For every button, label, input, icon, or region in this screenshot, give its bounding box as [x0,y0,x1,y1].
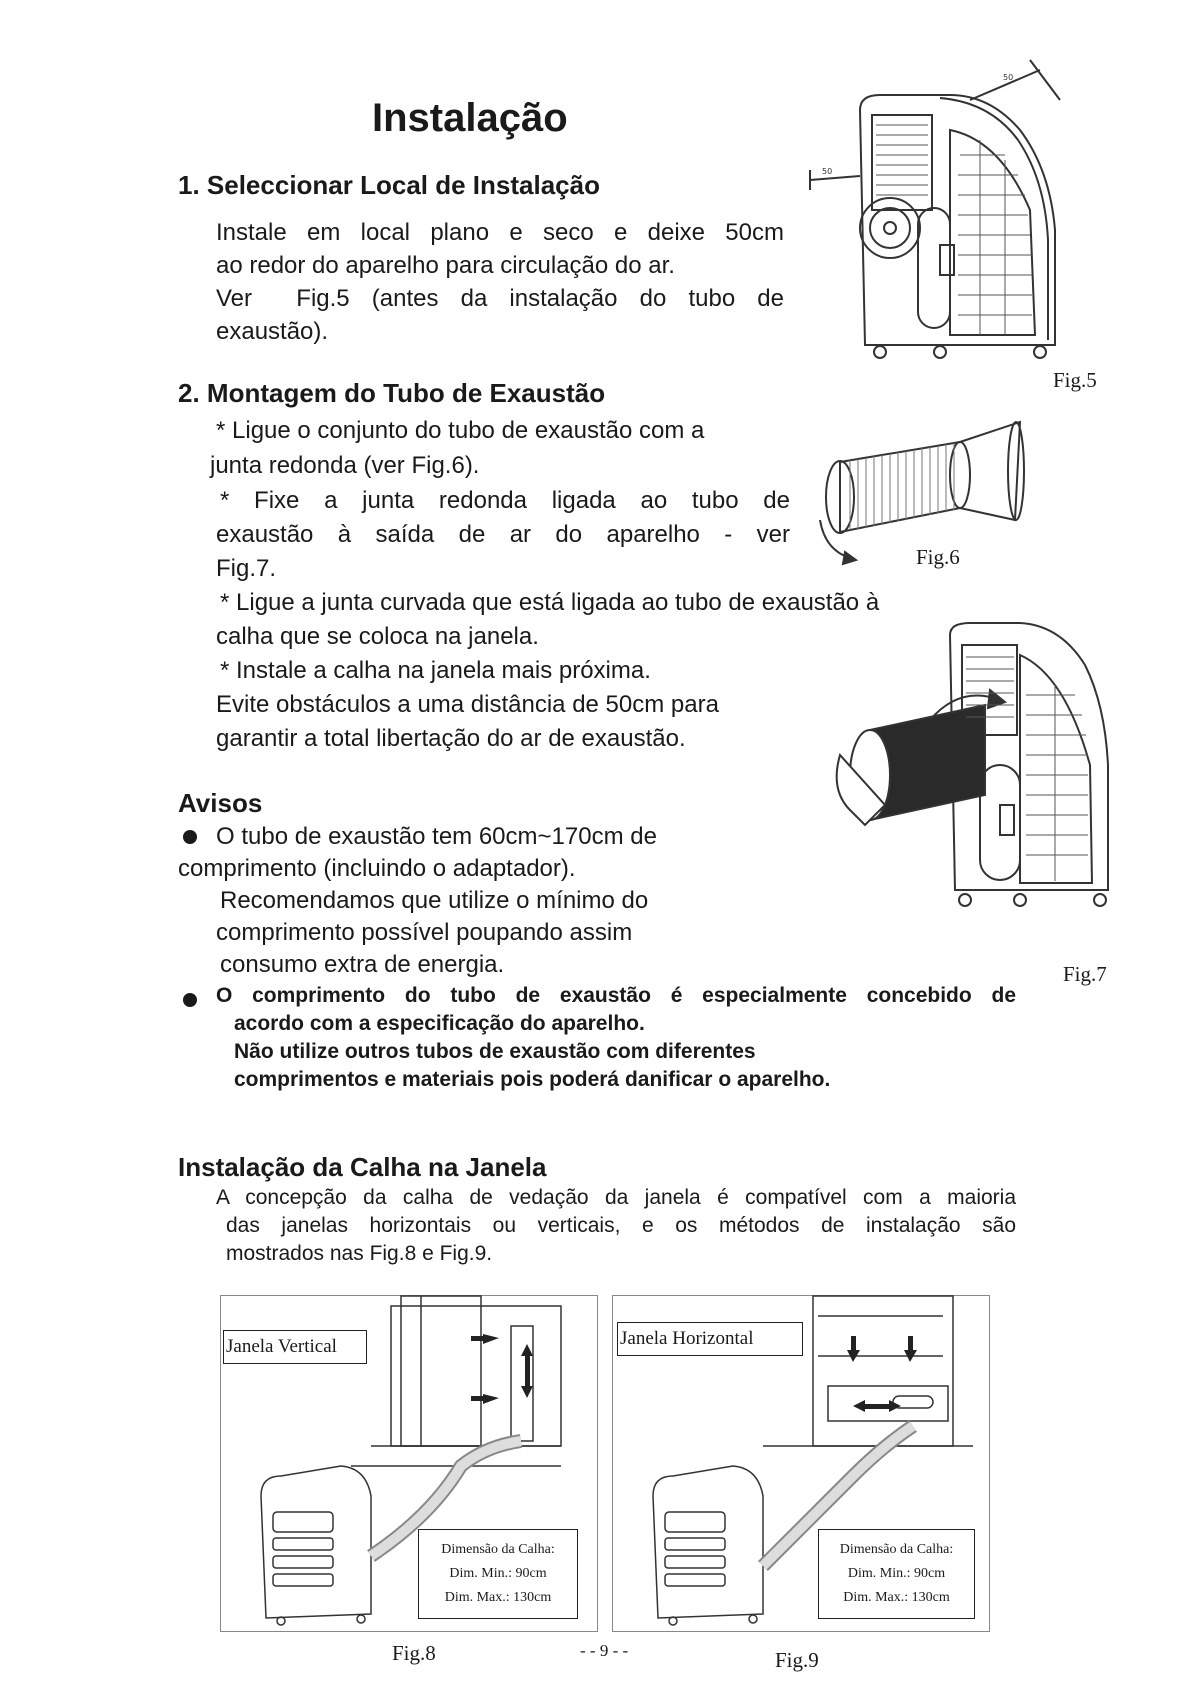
fig8-dimension-box [418,1529,578,1619]
text-line: O comprimento do tubo de exaustão é especialmente concebido de [216,984,1016,1007]
fig8-label: Fig.8 [392,1641,436,1665]
text-line: O tubo de exaustão tem 60cm~170cm de [216,823,657,850]
text-line: junta redonda (ver Fig.6). [210,452,480,479]
text-line: Evite obstáculos a uma distância de 50cm para [216,691,719,718]
clearance-label: 50 [822,167,833,176]
bullet-icon [183,993,197,1007]
fig9-title: Janela Horizontal [617,1322,803,1356]
text-line: Recomendamos que utilize o mínimo do [220,887,649,914]
text-line: Não utilize outros tubos de exaustão com diferentes [234,1040,756,1063]
fig6-label: Fig.6 [916,545,960,569]
text-line: mostrados nas Fig.8 e Fig.9. [226,1242,493,1265]
window-section-heading: Instalação da Calha na Janela [178,1152,547,1182]
dimension-title: Dimensão da Calha: [839,1542,954,1557]
clearance-label: 50 [1003,73,1014,82]
text-line: Ver Fig.5 (antes da instalação do tubo de [216,285,784,312]
text-line: exaustão à saída de ar do aparelho - ver [216,521,790,548]
fig8-title: Janela Vertical [223,1330,367,1364]
fig5-label: Fig.5 [1053,368,1097,392]
text-line: consumo extra de energia. [220,951,505,978]
text-line: A concepção da calha de vedação da janela é compatível com a maioria [216,1186,1016,1209]
text-line: * Ligue o conjunto do tubo de exaustão com a [216,417,705,444]
text-line: * Instale a calha na janela mais próxima. [220,657,651,684]
text-line: das janelas horizontais ou verticais, e os métodos de instalação são [226,1214,1016,1237]
bullet-icon [183,830,197,844]
fig5-air-conditioner-drawing [800,60,1100,360]
dimension-min: Dim. Min.: 90cm [847,1566,946,1581]
fig9-dimension-box [818,1529,975,1619]
text-line: comprimento (incluindo o adaptador). [178,855,576,882]
page-number: - - 9 - - [580,1641,629,1660]
fig8-panel [220,1295,598,1632]
fig9-panel [612,1295,990,1632]
section-1-text [216,216,784,348]
section-2-heading: 2. Montagem do Tubo de Exaustão [178,378,606,408]
text-line: comprimento possível poupando assim [216,919,633,946]
text-line: Fig.7. [216,555,277,582]
text-line: * Ligue a junta curvada que está ligada ao tubo de exaustão à [220,589,880,616]
text-line: exaustão). [216,318,329,345]
text-line: ao redor do aparelho para circulação do ar. [216,252,675,279]
text-line: garantir a total libertação do ar de exaustão. [216,725,686,752]
fig9-label: Fig.9 [775,1648,819,1672]
text-line: calha que se coloca na janela. [216,623,539,650]
text-line: Instale em local plano e seco e deixe 50cm [216,219,784,246]
dimension-min: Dim. Min.: 90cm [449,1566,547,1581]
text-line: acordo com a especificação do aparelho. [234,1012,645,1035]
text-line: comprimentos e materiais pois poderá danificar o aparelho. [234,1068,831,1091]
fig7-air-conditioner-with-hose-drawing [830,615,1130,925]
page-title: Instalação [372,96,568,140]
warnings-heading: Avisos [178,788,263,818]
dimension-max: Dim. Max.: 130cm [444,1590,552,1605]
section-1-heading: 1. Seleccionar Local de Instalação [178,170,600,200]
text-line: * Fixe a junta redonda ligada ao tubo de [220,487,790,514]
fig7-label: Fig.7 [1063,962,1107,986]
dimension-title: Dimensão da Calha: [441,1542,555,1557]
dimension-max: Dim. Max.: 130cm [843,1590,950,1605]
